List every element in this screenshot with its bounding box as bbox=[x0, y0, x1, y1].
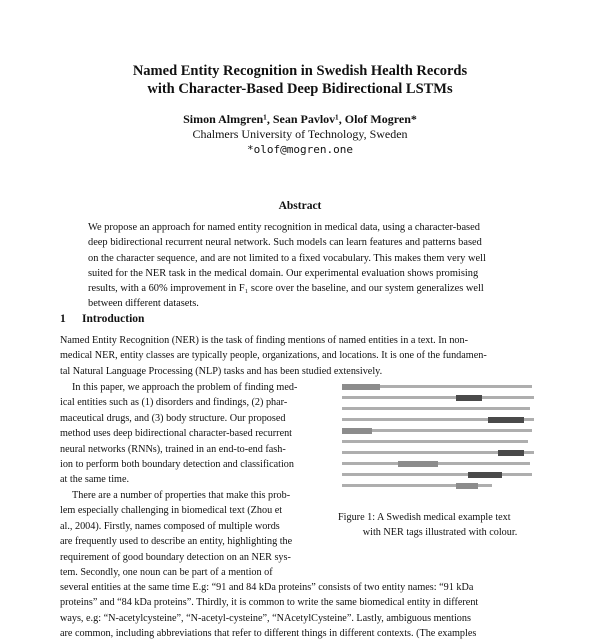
body-line: are frequently used to describe an entity, highlighting the bbox=[60, 536, 293, 548]
ner-tag-highlight bbox=[468, 472, 502, 478]
body-line: several entities at the same time E.g: “91 and 84 kDa proteins” consists of two entity names: “91 kDa bbox=[60, 582, 474, 593]
body-line: ical entities such as (1) disorders and findings, (2) phar- bbox=[60, 397, 288, 409]
caption-line: Figure 1: A Swedish medical example text bbox=[338, 512, 511, 523]
section-number: 1 bbox=[60, 313, 66, 325]
abstract-line: deep bidirectional recurrent neural network. Such models can learn features and patterns based bbox=[88, 237, 482, 249]
intro-paragraph-1 bbox=[60, 333, 542, 379]
ner-tag-highlight bbox=[398, 461, 438, 467]
abstract-heading: Abstract bbox=[278, 200, 322, 212]
figure-caption bbox=[338, 510, 542, 541]
body-line: at the same time. bbox=[60, 474, 130, 486]
intro-paragraph-3 bbox=[60, 488, 320, 580]
figure-text-line bbox=[342, 407, 530, 410]
intro-paragraph-2 bbox=[60, 380, 320, 488]
abstract-line: between different datasets. bbox=[88, 298, 199, 310]
body-line: requirement of good boundary detection on an NER sys- bbox=[60, 551, 291, 563]
intro-paragraph-3-continued bbox=[60, 580, 542, 642]
figure-text-line bbox=[342, 440, 528, 443]
abstract-line: results, with a 60% improvement in F₁ score over the baseline, and our system generalizes well bbox=[88, 283, 484, 295]
body-line: Named Entity Recognition (NER) is the task of finding mentions of named entities in a text. In non- bbox=[60, 335, 468, 346]
body-line: In this paper, we approach the problem of finding med- bbox=[72, 382, 298, 393]
contact-email: *olof@mogren.one bbox=[247, 143, 353, 156]
affiliation: Chalmers University of Technology, Sweden bbox=[192, 127, 408, 141]
author-list: Simon Almgren¹, Sean Pavlov¹, Olof Mogren* bbox=[183, 112, 417, 126]
body-line: ways, e.g: “N-acetylcysteine”, “N-acetyl-cysteine”, “NAcetylCysteine”. Lastly, ambiguous mentions bbox=[60, 612, 471, 624]
body-line: medical NER, entity classes are typically people, organizations, and locations. It is one of the fundamen- bbox=[60, 350, 487, 362]
body-line: There are a number of properties that make this prob- bbox=[72, 490, 291, 501]
caption-line: with NER tags illustrated with colour. bbox=[362, 527, 518, 539]
paper-title-line-1: Named Entity Recognition in Swedish Health Records bbox=[132, 63, 468, 79]
body-line: neural networks (RNNs), trained in an end-to-end fash- bbox=[60, 443, 286, 455]
paper-title-line-2: with Character-Based Deep Bidirectional LSTMs bbox=[147, 81, 453, 97]
ner-tag-highlight bbox=[342, 384, 380, 390]
figure-text-line bbox=[342, 473, 532, 476]
figure-text-line bbox=[342, 396, 534, 399]
section-title: Introduction bbox=[82, 313, 145, 325]
abstract-line: on the character sequence, and are not limited to a fixed vocabulary. This makes them very well bbox=[88, 252, 486, 264]
section-heading-introduction bbox=[60, 313, 144, 325]
figure-ner-example bbox=[338, 381, 542, 493]
ner-tag-highlight bbox=[456, 483, 478, 489]
ner-tag-highlight bbox=[456, 395, 482, 401]
ner-tag-highlight bbox=[488, 417, 524, 423]
abstract-body bbox=[88, 220, 512, 312]
body-line: ion to perform both boundary detection and classification bbox=[60, 459, 294, 471]
body-line: are common, including abbreviations that refer to different things in different contexts. (The examples bbox=[60, 628, 477, 640]
body-line: lem especially challenging in biomedical text (Zhou et bbox=[60, 505, 283, 517]
body-line: proteins” and “84 kDa proteins”. Thirdly, it is common to write the same biomedical entity in different bbox=[60, 597, 479, 609]
abstract-line: suited for the NER task in the medical domain. Our experimental evaluation shows promising bbox=[88, 267, 479, 279]
body-line: tal Natural Language Processing (NLP) tasks and has been studied extensively. bbox=[60, 365, 383, 377]
ner-tag-highlight bbox=[498, 450, 524, 456]
body-line: maceutical drugs, and (3) body structure. Our proposed bbox=[60, 412, 286, 424]
ner-tag-highlight bbox=[342, 428, 372, 434]
body-line: method uses deep bidirectional character-based recurrent bbox=[60, 428, 293, 440]
body-line: al., 2004). Firstly, names composed of multiple words bbox=[60, 520, 280, 532]
body-line: tem. Secondly, one noun can be part of a mention of bbox=[60, 567, 273, 579]
abstract-line: We propose an approach for named entity recognition in medical data, using a character-based bbox=[88, 222, 480, 233]
